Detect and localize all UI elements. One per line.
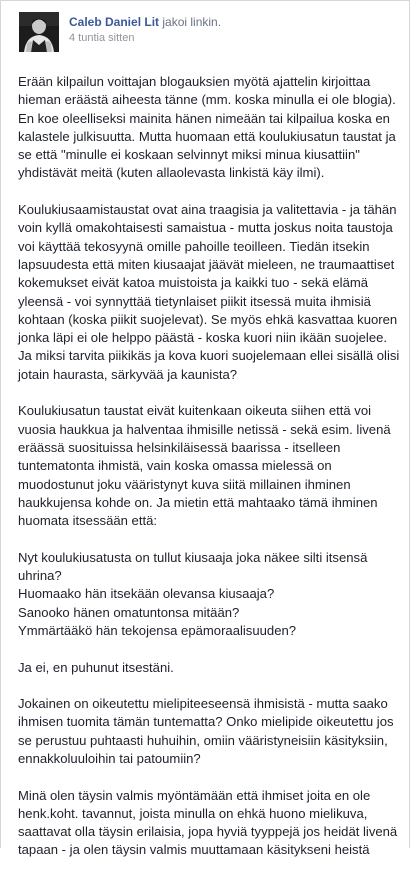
post-timestamp[interactable]: 4 tuntia sitten [69, 32, 135, 44]
post-paragraph [18, 695, 398, 768]
post-text-line: kohtaan (koska piikit suojelevat). Se myös ehkä kasvattaa kuoren [18, 311, 398, 327]
post-text-line: voin kyllä omakohtaisesti samaistua - mutta joskus noita taustoja [18, 220, 393, 236]
post-text-line: Huomaako hän itsekään olevansa kiusaaja? [18, 586, 275, 602]
post-header [1, 1, 409, 61]
post-action-text: jakoi linkin. [162, 15, 222, 29]
post-text-line: Ja ei, en puhunut itsestäni. [18, 659, 174, 675]
post-paragraph [18, 402, 398, 530]
post-text-line: se että "minulle ei koskaan selvinnyt miksi minua kiusattiin" [18, 147, 360, 163]
post-text-line: jotain haurasta, särkyvää ja kaunista? [18, 366, 238, 382]
post-paragraph [18, 201, 398, 384]
author-name-link[interactable]: Caleb Daniel Lit [69, 15, 160, 29]
post-text-line: henk.koht. tavannut, joista minulla on ehkä huono mielikuva, [18, 805, 368, 821]
post-body-text [18, 73, 398, 878]
author-line [69, 14, 221, 30]
post-text-line: huomata itsessään että: [18, 513, 158, 529]
post-text-line: ihmisen tuomita tämän tuntematta? Onko mielipide oikeutettu jos [18, 714, 394, 730]
post-text-line: tuntematonta ihmistä, vain koska omassa mielessä on [18, 458, 332, 474]
post-text-line: muodostunut joku vääristynyt kuva siitä millainen ihminen [18, 476, 351, 492]
post-text-line: Ymmärtääkö hän tekojensa epämoraalisuuden? [18, 622, 297, 638]
post-text-line: ennakkoluuloihin tai patoumiin? [18, 750, 201, 766]
author-avatar[interactable] [19, 12, 59, 52]
post-text-line: hieman eräästä aiheesta tänne (mm. koska minulla ei ole blogia). [18, 92, 396, 108]
post-text-line: uhrina? [18, 568, 62, 584]
post-paragraph [18, 73, 398, 183]
post-text-line: Jokainen on oikeutettu mielipiteeseensä ihmisistä - mutta saako [18, 696, 388, 712]
post-text-line: kokemukset eivät katoa muistoista ja kaikki tuo - sekä elämä [18, 275, 369, 291]
post-paragraph [18, 787, 398, 860]
post-text-line: se perustuu puhtaasti huhuihin, omiin vääristyneisiin käsityksiin, [18, 732, 388, 748]
post-text-line: kalastele julkisuutta. Mutta huomaan että koulukiusatun taustat ja [18, 128, 396, 144]
post-text-line: yhdistävät meitä (kuten allaolevasta linkistä käy ilmi). [18, 165, 325, 181]
post-text-line: Erään kilpailun voittajan blogauksien myötä ajattelin kirjoittaa [18, 74, 371, 89]
post-text-line: vuosia haukkua ja halventaa ihmisille netissä - sekä esim. livenä [18, 421, 391, 437]
post-paragraph [18, 659, 398, 677]
post-text-line: Ja miksi tarvita piikikäs ja kova kuori suojelemaan ellei sisällä olisi [18, 348, 400, 364]
post-text-line: Koulukiusaamistaustat ovat aina traagisia ja valitettavia - ja tähän [18, 202, 397, 218]
post-text-line: En koe oleelliseksi mainita hänen nimeään tai kilpailua koska en [18, 110, 390, 126]
post-text-line: jonka läpi ei ole helppo päästä - koska kuori niin ikään suojelee. [18, 330, 388, 346]
post-text-line: Minä olen täysin valmis myöntämään että ihmiset joita en ole [18, 787, 371, 803]
profile-photo-icon [19, 12, 59, 52]
post-text-line: haukkujensa kohde on. Ja mietin että mahtaako tämä ihminen [18, 494, 378, 510]
post-text-line: tapaan - ja olen täysin valmis muuttamaan käsitykseni heistä [18, 842, 370, 858]
post-text-line: lapsuudesta että miten kiusaajat jäävät mieleen, ne traumaattiset [18, 256, 395, 272]
post-text-line: yleensä - voi synnyttää tietynlaiset piikit itsessä muita ihmisiä [18, 293, 371, 309]
post-paragraph [18, 549, 398, 640]
post-text-line: Sanooko hänen omatuntonsa mitään? [18, 604, 240, 620]
post-text-line: saattavat olla täysin erilaisia, jopa hyviä tyyppejä jos heidät livenä [18, 824, 398, 840]
post-text-line: eräässä suosituissa helsinkiläisessä baarissa - itselleen [18, 439, 341, 455]
post-text-line: voi käyttää tekosyynä omille pahoille teoilleen. Tiedän itsekin [18, 238, 370, 254]
post-text-line: Koulukiusatun taustat eivät kuitenkaan oikeuta siihen että voi [18, 403, 372, 419]
post-text-line: Nyt koulukiusatusta on tullut kiusaaja joka näkee silti itsensä [18, 549, 368, 565]
